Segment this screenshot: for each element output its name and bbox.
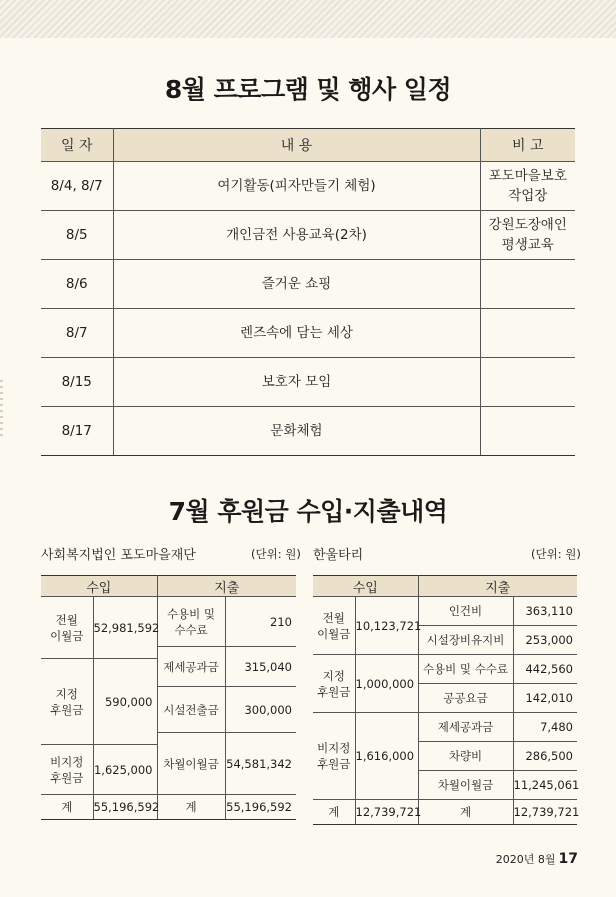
right-expense-value: 142,010 [513,684,577,713]
schedule-date-cell: 8/5 [41,211,113,260]
schedule-table [41,128,575,456]
left-edge-decoration [0,380,3,440]
left-expense-value: 210 [225,597,296,647]
left-income-value: 1,625,000 [93,745,157,795]
right-income-header: 수입 [313,576,418,597]
footer-date: 2020년 8월 [495,853,556,866]
right-expense-label: 수용비 및 수수료 [418,655,513,684]
left-expense-value: 300,000 [225,687,296,733]
schedule-row [41,211,575,260]
left-income-total-label: 계 [41,795,93,820]
right-expense-label: 시설장비유지비 [418,626,513,655]
left-finance-table [41,575,296,820]
right-income-label: 전월 이월금 [313,597,355,655]
left-expense-label: 제세공과금 [157,647,225,687]
left-income-label: 비지정 후원금 [41,745,93,795]
left-income-label: 지정 후원금 [41,659,93,745]
left-expense-total: 55,196,592 [225,795,296,820]
left-unit: (단위: 원) [251,547,301,561]
schedule-content-cell: 개인금전 사용교육(2차) [113,211,480,260]
schedule-header-date: 일 자 [41,129,113,162]
left-income-value: 590,000 [93,659,157,745]
right-expense-header: 지출 [418,576,577,597]
schedule-date-cell: 8/15 [41,358,113,407]
right-income-value: 10,123,721 [355,597,418,655]
left-expense-total-label: 계 [157,795,225,820]
schedule-date-cell: 8/4, 8/7 [41,162,113,211]
right-expense-value: 442,560 [513,655,577,684]
right-income-total-label: 계 [313,800,355,825]
right-expense-label: 차월이월금 [418,771,513,800]
right-income-label: 비지정 후원금 [313,713,355,800]
right-expense-label: 차량비 [418,742,513,771]
schedule-title: 8월 프로그램 및 행사 일정 [164,75,452,104]
right-income-value: 1,000,000 [355,655,418,713]
schedule-note-cell: 강원도장애인 평생교육 [480,211,575,260]
right-expense-label: 공공요금 [418,684,513,713]
right-expense-value: 11,245,061 [513,771,577,800]
schedule-date-cell: 8/17 [41,407,113,456]
schedule-note-cell [480,407,575,456]
left-income-header: 수입 [41,576,157,597]
schedule-note-cell [480,260,575,309]
right-expense-label: 인건비 [418,597,513,626]
right-finance-table [313,575,580,825]
right-expense-value: 363,110 [513,597,577,626]
left-org-name: 사회복지법인 포도마을재단 [41,548,196,563]
right-org-name: 한울타리 [313,548,364,563]
right-expense-total-label: 계 [418,800,513,825]
left-expense-header: 지출 [157,576,296,597]
right-expense-total: 12,739,721 [513,800,577,825]
right-expense-value: 253,000 [513,626,577,655]
finance-title: 7월 후원금 수입·지출내역 [168,497,448,526]
schedule-content-cell: 즐거운 쇼핑 [113,260,480,309]
schedule-content-cell: 여기활동(피자만들기 체험) [113,162,480,211]
right-expense-value: 286,500 [513,742,577,771]
schedule-row [41,407,575,456]
right-income-total: 12,739,721 [355,800,418,825]
schedule-row [41,260,575,309]
left-expense-value: 54,581,342 [225,733,296,795]
left-expense-label: 수용비 및 수수료 [157,597,225,647]
schedule-note-cell [480,358,575,407]
right-income-value: 1,616,000 [355,713,418,800]
schedule-row [41,358,575,407]
schedule-content-cell: 렌즈속에 담는 세상 [113,309,480,358]
right-expense-label: 제세공과금 [418,713,513,742]
right-income-label: 지정 후원금 [313,655,355,713]
right-unit: (단위: 원) [531,547,581,561]
left-expense-label: 차월이월금 [157,733,225,795]
top-decorative-band [0,0,616,38]
right-expense-value: 7,480 [513,713,577,742]
schedule-row [41,162,575,211]
page-footer [496,851,578,867]
left-income-label: 전월 이월금 [41,597,93,659]
schedule-date-cell: 8/6 [41,260,113,309]
schedule-note-cell [480,309,575,358]
left-expense-label: 시설전출금 [157,687,225,733]
schedule-header-content: 내 용 [113,129,480,162]
left-expense-value: 315,040 [225,647,296,687]
left-income-value: 52,981,592 [93,597,157,659]
schedule-date-cell: 8/7 [41,309,113,358]
left-income-total: 55,196,592 [93,795,157,820]
schedule-row [41,309,575,358]
schedule-content-cell: 문화체험 [113,407,480,456]
schedule-content-cell: 보호자 모임 [113,358,480,407]
schedule-note-cell: 포도마을보호 작업장 [480,162,575,211]
schedule-header-note: 비 고 [480,129,575,162]
page-number: 17 [558,851,578,867]
